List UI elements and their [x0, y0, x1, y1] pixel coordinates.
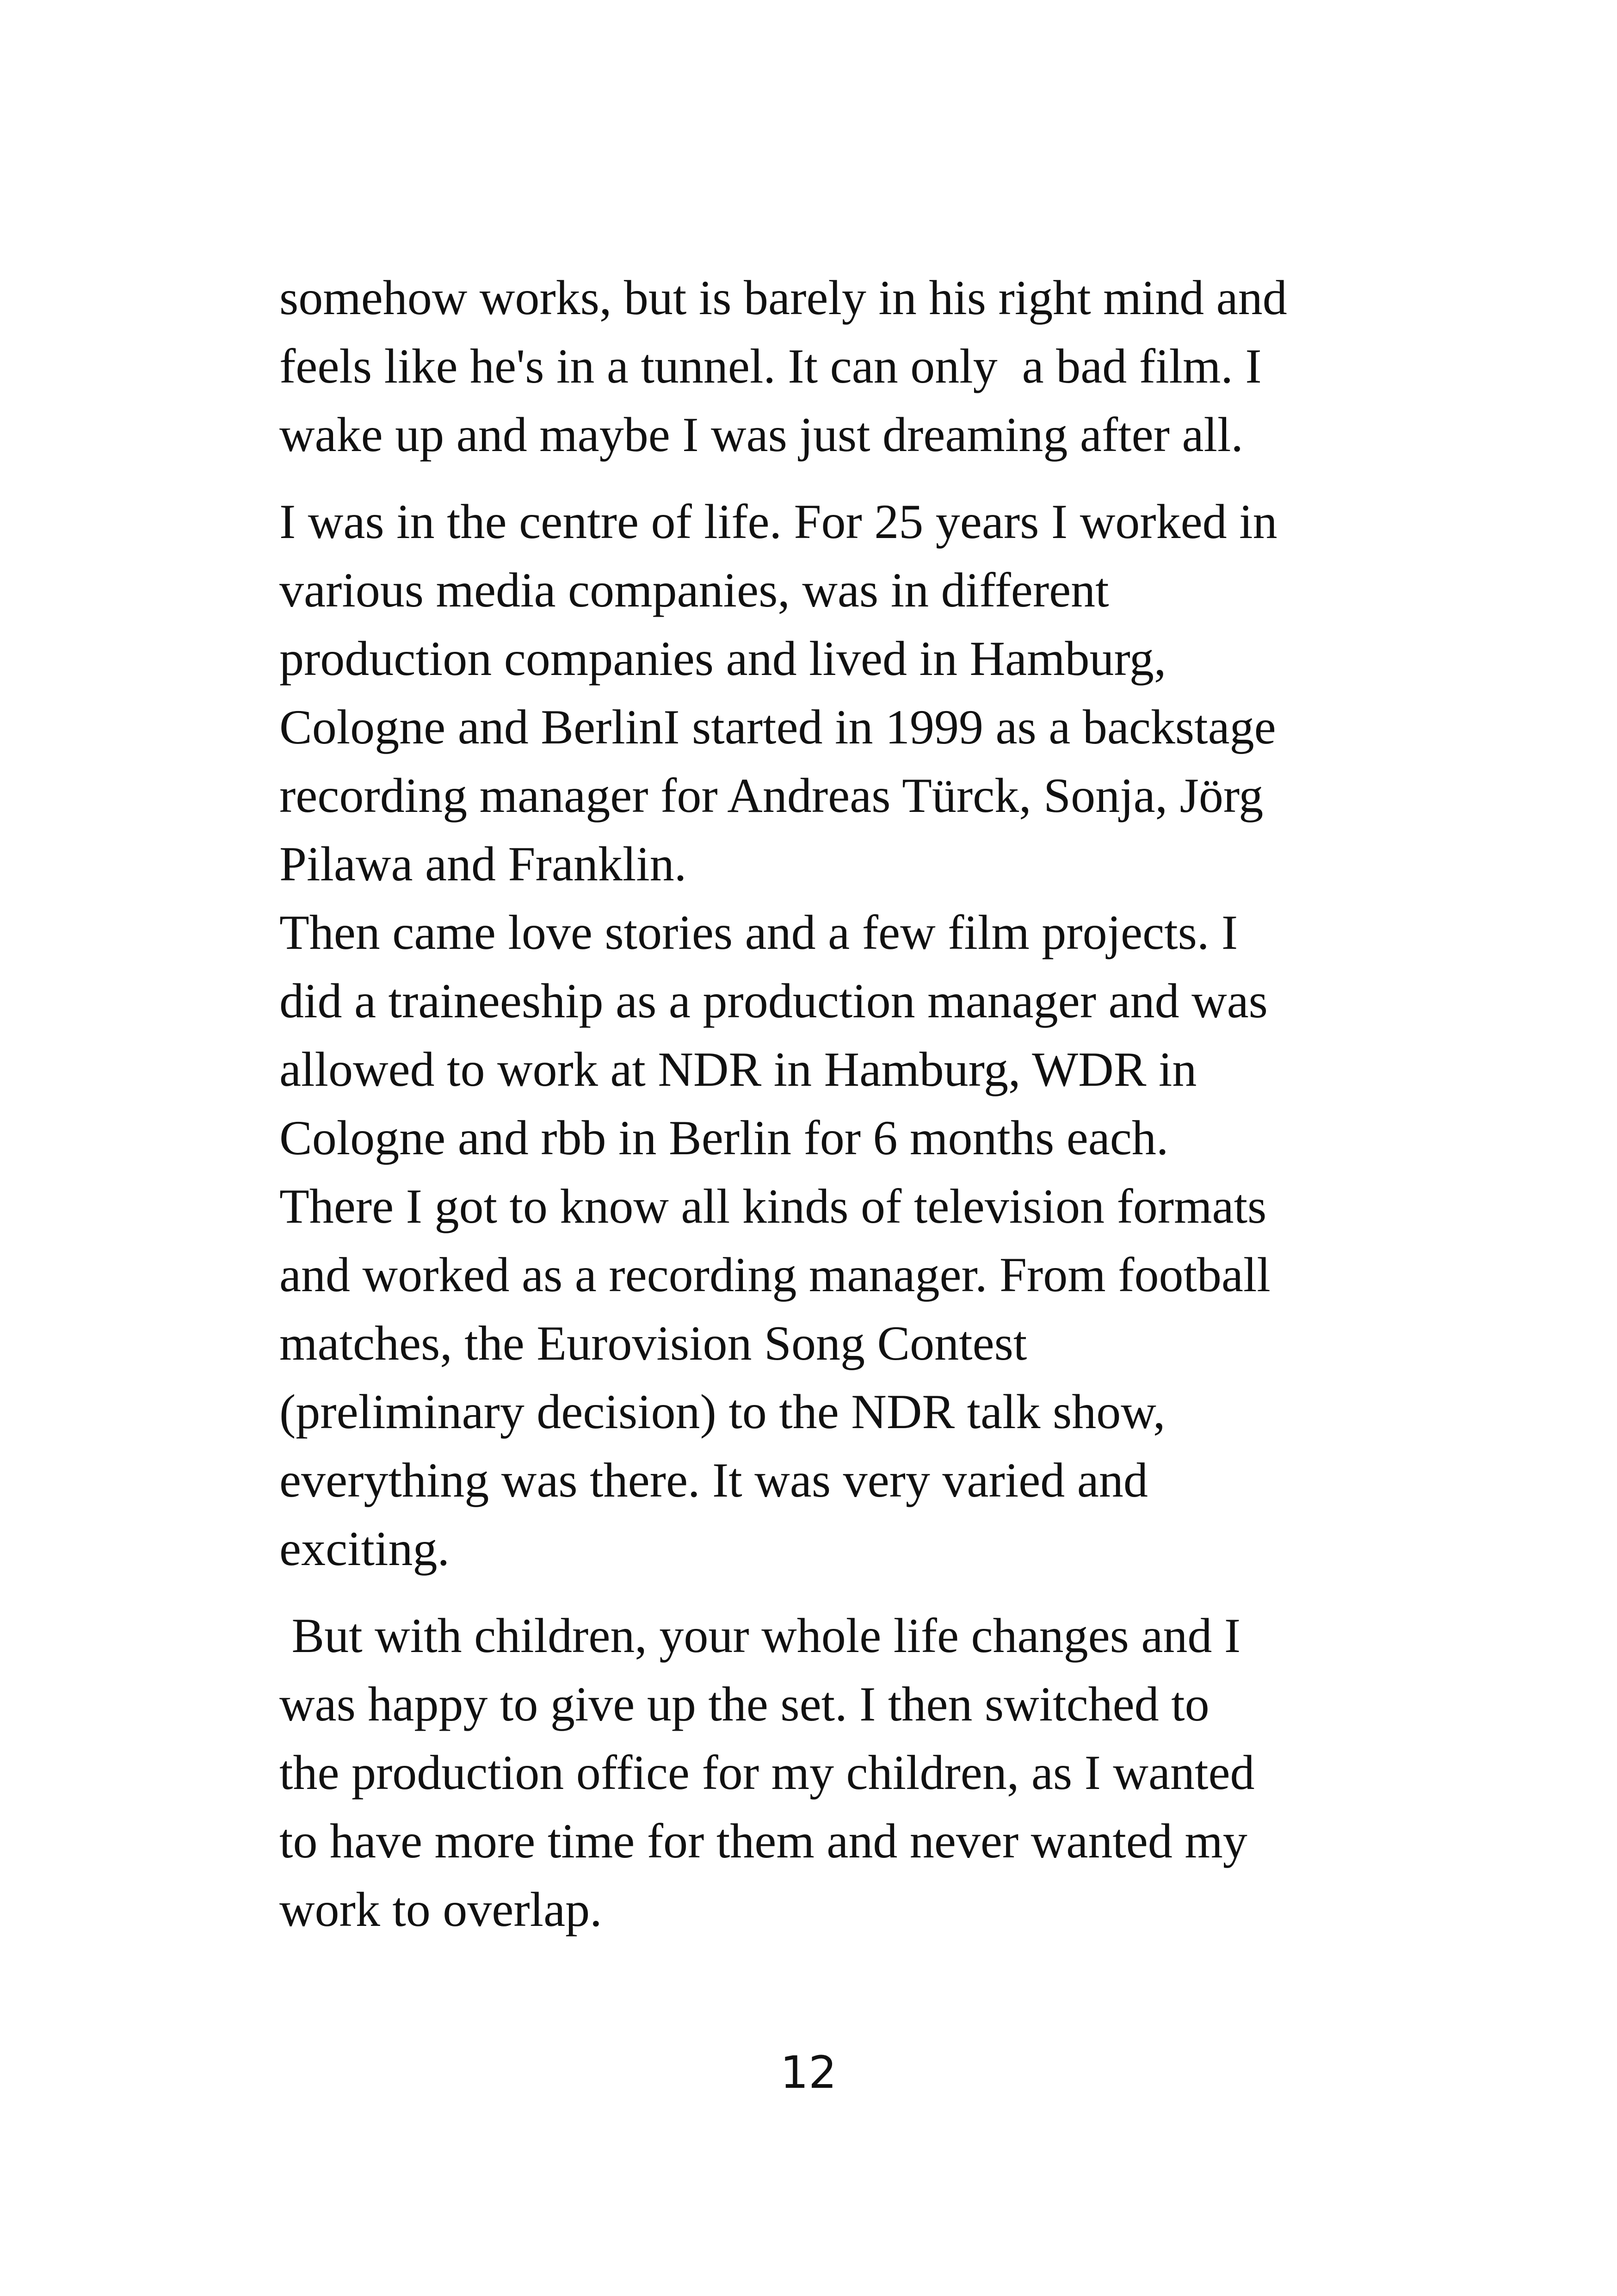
body-text — [279, 264, 1371, 1944]
text-line: Then came love stories and a few film projects. I — [279, 905, 1238, 959]
text-line: recording manager for Andreas Türck, Sonja, Jörg — [279, 768, 1264, 823]
text-line: various media companies, was in different — [279, 563, 1109, 617]
text-line: did a traineeship as a production manager and was — [279, 974, 1268, 1028]
text-line: Cologne and BerlinI started in 1999 as a backstage — [279, 700, 1276, 754]
text-line: I was in the centre of life. For 25 years I worked in — [279, 495, 1278, 549]
text-line: production companies and lived in Hamburg, — [279, 631, 1166, 686]
text-line: There I got to know all kinds of television formats — [279, 1179, 1267, 1233]
text-line: and worked as a recording manager. From football — [279, 1248, 1271, 1302]
text-line: wake up and maybe I was just dreaming after all. — [279, 408, 1243, 462]
text-line: feels like he's in a tunnel. It can only a bad film. I — [279, 339, 1262, 393]
text-line: somehow works, but is barely in his right mind and — [279, 271, 1287, 325]
text-line: to have more time for them and never wanted my — [279, 1814, 1247, 1868]
text-line: was happy to give up the set. I then switched to — [279, 1677, 1210, 1731]
text-line: But with children, your whole life changes and I — [279, 1609, 1241, 1663]
page-number: 12 — [780, 2047, 837, 2098]
text-line: Pilawa and Franklin. — [279, 837, 687, 891]
text-line: exciting. — [279, 1522, 450, 1576]
text-line: matches, the Eurovision Song Contest — [279, 1316, 1027, 1370]
text-line: (preliminary decision) to the NDR talk show, — [279, 1385, 1166, 1439]
text-line: Cologne and rbb in Berlin for 6 months each. — [279, 1111, 1169, 1165]
text-line: work to overlap. — [279, 1882, 602, 1937]
text-line: allowed to work at NDR in Hamburg, WDR in — [279, 1042, 1197, 1096]
text-line: the production office for my children, as I wanted — [279, 1745, 1255, 1800]
text-line: everything was there. It was very varied and — [279, 1453, 1148, 1507]
